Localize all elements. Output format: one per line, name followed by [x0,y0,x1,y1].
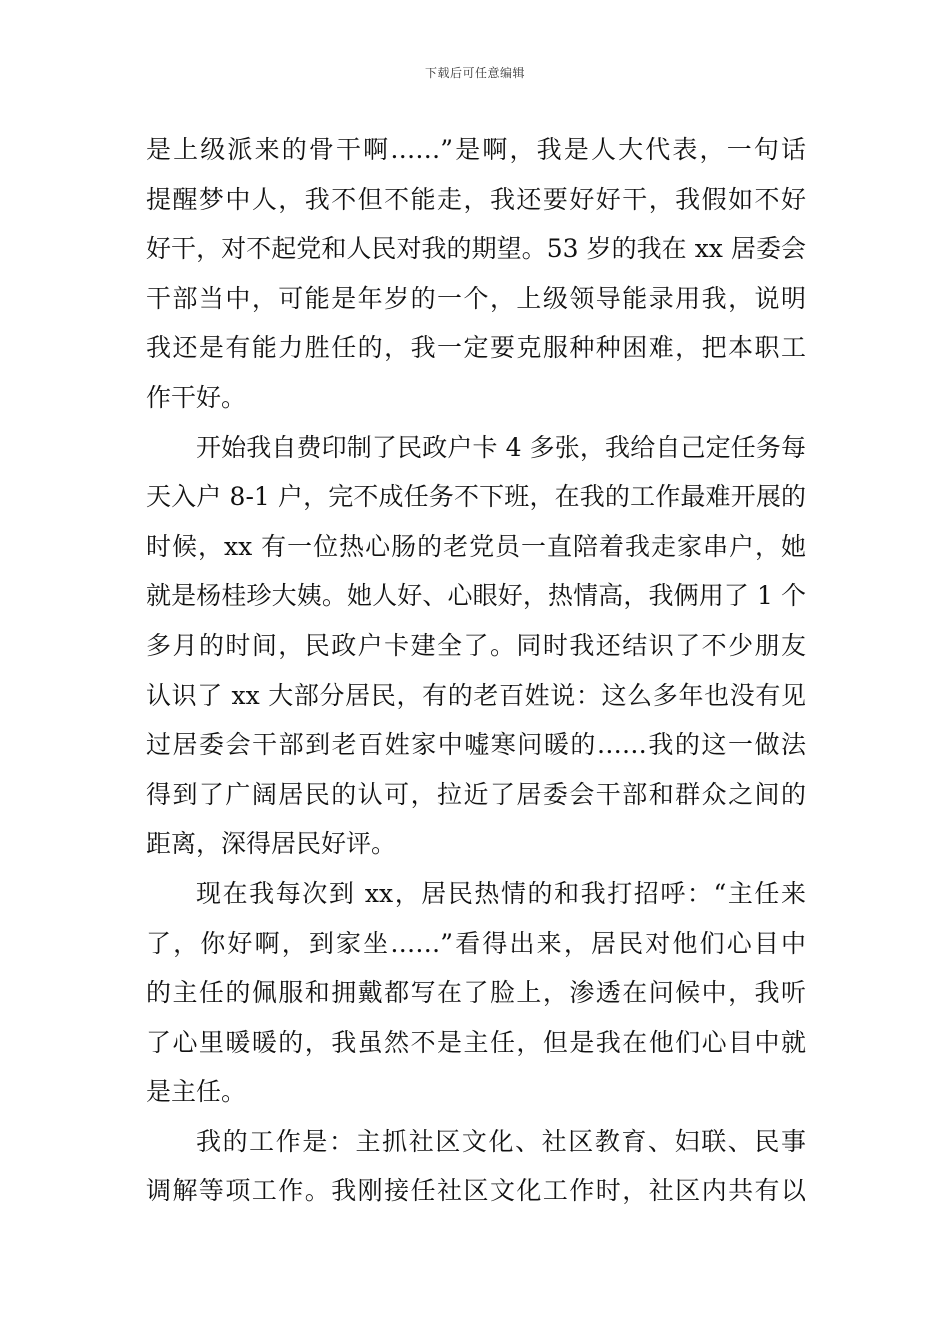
text-line: 调解等项工作。我刚接任社区文化工作时，社区内共有以 [146,1176,806,1206]
text-line: 我的工作是：主抓社区文化、社区教育、妇联、民事 [196,1126,806,1156]
text-line: 天入户 8-1 户，完不成任务不下班，在我的工作最难开展的 [146,482,806,512]
text-line: 开始我自费印制了民政户卡 4 多张，我给自己定任务每 [196,432,806,462]
text-line: 就是杨桂珍大姨。她人好、心眼好，热情高，我俩用了 1 个 [146,581,806,611]
text-line: 时候，xx 有一位热心肠的老党员一直陪着我走家串户，她 [146,531,806,561]
text-line: 提醒梦中人，我不但不能走，我还要好好干，我假如不好 [146,184,806,214]
text-line: 认识了 xx 大部分居民，有的老百姓说：这么多年也没有见 [146,680,806,710]
text-line: 我还是有能力胜任的，我一定要克服种种困难，把本职工 [146,333,806,363]
text-line: 现在我每次到 xx，居民热情的和我打招呼：“主任来 [196,878,806,908]
page-header: 下载后可任意编辑 [424,66,525,80]
text-line: 多月的时间，民政户卡建全了。同时我还结识了不少朋友 [146,630,806,660]
text-line: 是上级派来的骨干啊……”是啊，我是人大代表，一句话 [146,135,806,164]
text-line: 距离，深得居民好评。 [146,829,397,859]
text-line: 干部当中，可能是年岁的一个，上级领导能录用我，说明 [146,283,806,313]
text-line: 好干，对不起党和人民对我的期望。53 岁的我在 xx 居委会 [146,234,806,264]
text-line: 了，你好啊，到家坐……”看得出来，居民对他们心目中 [146,928,806,958]
text-line: 作干好。 [146,382,247,412]
document-body [146,125,806,1216]
text-line: 是主任。 [146,1077,247,1107]
text-line: 的主任的佩服和拥戴都写在了脸上，渗透在问候中，我听 [146,978,806,1008]
text-line: 得到了广阔居民的认可，拉近了居委会干部和群众之间的 [146,779,806,809]
text-line: 过居委会干部到老百姓家中嘘寒问暖的……我的这一做法 [146,730,806,760]
text-line: 了心里暖暖的，我虽然不是主任，但是我在他们心目中就 [146,1027,806,1057]
